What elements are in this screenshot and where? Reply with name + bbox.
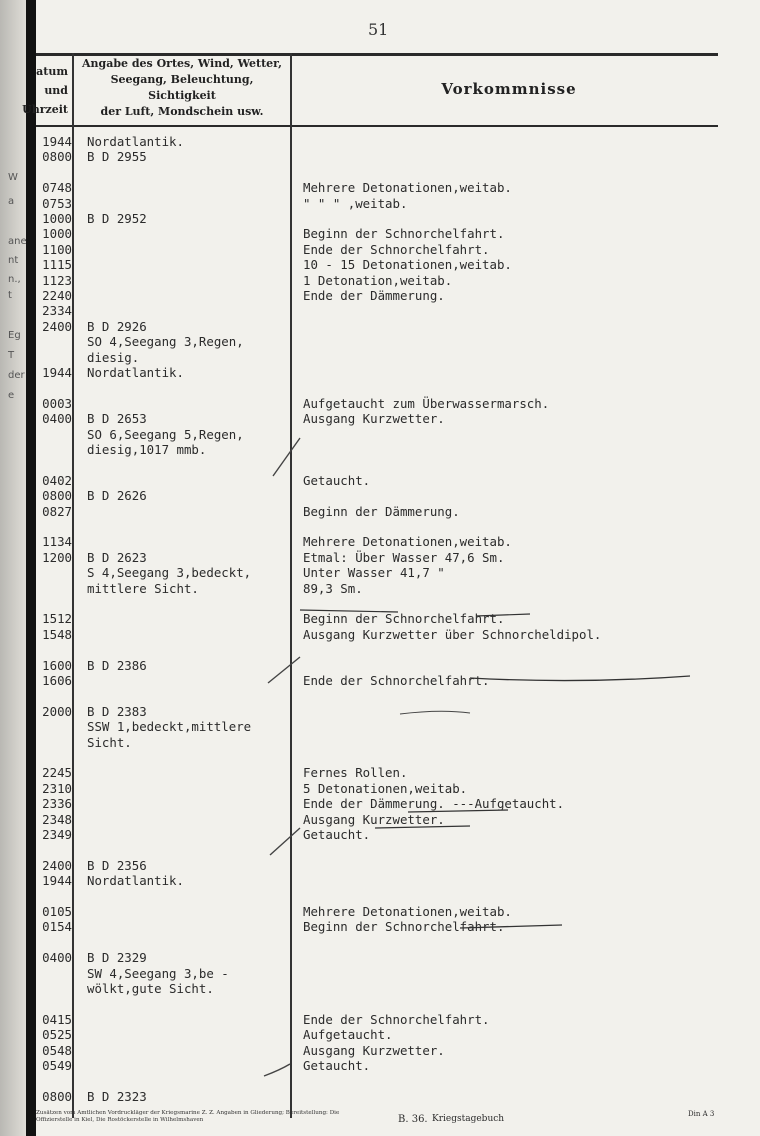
entry-event: Mehrere Detonationen,weitab. xyxy=(303,180,512,196)
entry-event: Ende der Schnorchelfahrt. xyxy=(303,673,490,688)
margin-note: Eg xyxy=(8,330,21,341)
entry-position: B D 2623 xyxy=(87,549,147,565)
entry-event: 5 Detonationen,weitab. xyxy=(303,780,468,796)
entry-position: Nordatlantik. xyxy=(87,873,184,889)
pencil-underline xyxy=(470,676,690,681)
entry-time: 2349 xyxy=(42,827,72,842)
entry-event: 10 - 15 Detonationen,weitab. xyxy=(303,257,512,273)
entry-event: Beginn der Dämmerung. xyxy=(303,503,460,519)
entry-event: Beginn der Schnorchelfahrt. xyxy=(303,611,505,627)
margin-note: W xyxy=(8,172,18,183)
pencil-tick-mark xyxy=(270,828,300,855)
page-number: 51 xyxy=(368,20,389,39)
entry-time: 1944 xyxy=(42,134,72,149)
pencil-underline xyxy=(300,610,398,612)
entry-position: B D 2952 xyxy=(87,211,147,226)
entry-position: SO 4,Seegang 3,Regen, xyxy=(87,334,244,350)
entry-position: B D 2383 xyxy=(87,703,147,719)
entry-time: 0105 xyxy=(42,904,72,919)
entry-time: 1100 xyxy=(42,241,72,257)
entry-event: Beginn der Schnorchelfahrt. xyxy=(303,919,505,935)
entry-time: 2310 xyxy=(42,780,72,796)
entry-position: B D 2926 xyxy=(87,318,147,334)
margin-note: der xyxy=(8,370,25,381)
entry-event: Getaucht. xyxy=(303,827,371,842)
entry-event: Getaucht. xyxy=(303,472,371,488)
pencil-underline xyxy=(408,810,508,812)
entry-position: B D 2386 xyxy=(87,657,147,673)
entry-time: 1512 xyxy=(42,611,72,627)
header-date-line: atum xyxy=(36,65,68,78)
entry-event: Ausgang Kurzwetter. xyxy=(303,411,445,427)
entry-time: 0400 xyxy=(42,950,72,966)
entry-event: Fernes Rollen. xyxy=(303,765,408,781)
entry-position: B D 2323 xyxy=(87,1088,147,1104)
entry-time: 1000 xyxy=(42,211,72,226)
entry-time: 0800 xyxy=(42,149,72,165)
margin-note: n., xyxy=(8,274,21,285)
entry-event: Beginn der Schnorchelfahrt. xyxy=(303,226,505,242)
entry-time: 1606 xyxy=(42,673,72,688)
entry-time: 2400 xyxy=(42,857,72,873)
pencil-underline xyxy=(375,826,470,828)
entry-time: 2334 xyxy=(42,303,72,319)
header-place-line: Seegang, Beleuchtung, Sichtigkeit xyxy=(110,73,254,102)
entry-time: 0003 xyxy=(42,395,72,411)
header-date-line: Uhrzeit xyxy=(22,103,68,116)
entry-position: SSW 1,bedeckt,mittlere xyxy=(87,719,252,735)
header-place-line: Angabe des Ortes, Wind, Wetter, xyxy=(81,57,283,70)
margin-note: e xyxy=(8,390,15,401)
entry-position: Nordatlantik. xyxy=(87,134,184,149)
entry-time: 2000 xyxy=(42,703,72,719)
entry-time: 1548 xyxy=(42,626,72,642)
margin-note: nt xyxy=(8,255,19,266)
pencil-tick-mark xyxy=(268,657,300,683)
entry-position: S 4,Seegang 3,bedeckt, xyxy=(87,565,252,581)
entry-position: diesig,1017 mmb. xyxy=(87,442,207,457)
entry-event: Ende der Schnorchelfahrt. xyxy=(303,241,490,257)
entry-event: Ende der Dämmerung. ---Aufgetaucht. xyxy=(303,796,565,812)
entry-time: 0748 xyxy=(42,180,72,196)
entry-position: B D 2955 xyxy=(87,149,147,165)
entry-position: B D 2356 xyxy=(87,857,147,873)
pencil-underline xyxy=(476,614,530,616)
entry-time: 1134 xyxy=(42,534,72,550)
pencil-tick-mark xyxy=(273,438,300,476)
header-date-line: und xyxy=(44,84,68,97)
entry-time: 1944 xyxy=(42,365,72,380)
entry-event: Ende der Schnorchelfahrt. xyxy=(303,1011,490,1027)
entry-position: Sicht. xyxy=(87,734,132,750)
entry-time: 1600 xyxy=(42,657,72,673)
entry-time: 1000 xyxy=(42,226,72,242)
margin-note: ane xyxy=(8,236,27,247)
entry-time: 2240 xyxy=(42,288,72,303)
entry-event: Aufgetaucht zum Überwassermarsch. xyxy=(303,395,550,411)
entry-position: Nordatlantik. xyxy=(87,365,184,380)
page-footer xyxy=(36,1110,736,1132)
entry-event: Ausgang Kurzwetter. xyxy=(303,1042,445,1058)
entry-event: Etmal: Über Wasser 47,6 Sm. xyxy=(303,549,505,565)
header-events-column: Vorkommnisse xyxy=(441,80,577,98)
margin-note: t xyxy=(8,290,12,301)
footer-form-number: B. 36. xyxy=(398,1114,428,1125)
pencil-underline xyxy=(400,711,470,714)
pencil-tick-mark xyxy=(264,1064,290,1076)
entry-event: 1 Detonation,weitab. xyxy=(303,272,453,288)
entry-time: 0800 xyxy=(42,488,72,504)
entry-position: B D 2626 xyxy=(87,488,147,504)
entry-time: 2336 xyxy=(42,796,72,812)
entry-position: B D 2653 xyxy=(87,411,147,427)
entry-time: 2348 xyxy=(42,811,72,827)
entry-position: mittlere Sicht. xyxy=(87,580,199,596)
entry-event: Ausgang Kurzwetter. xyxy=(303,811,445,827)
entry-time: 0549 xyxy=(42,1058,72,1073)
margin-note: T xyxy=(8,350,15,361)
entry-position: SO 6,Seegang 5,Regen, xyxy=(87,426,244,442)
entry-time: 0800 xyxy=(42,1088,72,1104)
entry-event: Unter Wasser 41,7 " xyxy=(303,565,445,581)
entry-time: 1944 xyxy=(42,873,72,889)
entry-time: 0827 xyxy=(42,503,72,519)
header-place-line: der Luft, Mondschein usw. xyxy=(100,105,264,118)
margin-note: a xyxy=(8,196,15,207)
entry-time: 0415 xyxy=(42,1011,72,1027)
entry-time: 1115 xyxy=(42,257,72,273)
entry-event: Mehrere Detonationen,weitab. xyxy=(303,534,512,550)
footer-imprint: Zusätzen vom Amtlichen Vordruckläger der Kriegsmarine Z. Z. Angaben in Gliederung; Bereitstellung: Die Offizierstelle in Kiel, Die Rostöckerstelle in Wilhelmshaven xyxy=(36,1110,340,1123)
entry-event: " " " ,weitab. xyxy=(303,195,408,211)
entry-time: 0548 xyxy=(42,1042,72,1058)
entry-time: 2245 xyxy=(42,765,72,781)
footer-form-title: Kriegstagebuch xyxy=(432,1114,505,1124)
entry-position: diesig. xyxy=(87,349,140,365)
entry-time: 0400 xyxy=(42,411,72,427)
entry-time: 0154 xyxy=(42,919,72,935)
entry-event: Mehrere Detonationen,weitab. xyxy=(303,904,512,919)
entry-time: 0753 xyxy=(42,195,72,211)
entry-event: Ende der Dämmerung. xyxy=(303,288,445,303)
entry-event: 89,3 Sm. xyxy=(303,580,363,596)
pencil-underline xyxy=(460,925,562,928)
entry-time: 0402 xyxy=(42,472,72,488)
entry-position: B D 2329 xyxy=(87,950,147,966)
entry-time: 2400 xyxy=(42,318,72,334)
entry-time: 1200 xyxy=(42,549,72,565)
entry-event: Getaucht. xyxy=(303,1058,371,1073)
footer-stamp: Din A 3 xyxy=(688,1110,715,1118)
entry-time: 0525 xyxy=(42,1027,72,1043)
entry-event: Ausgang Kurzwetter über Schnorcheldipol. xyxy=(303,626,602,642)
entry-time: 1123 xyxy=(42,272,72,288)
entry-position: wölkt,gute Sicht. xyxy=(87,981,214,996)
entry-position: SW 4,Seegang 3,be - xyxy=(87,965,229,981)
entry-event: Aufgetaucht. xyxy=(303,1027,393,1043)
